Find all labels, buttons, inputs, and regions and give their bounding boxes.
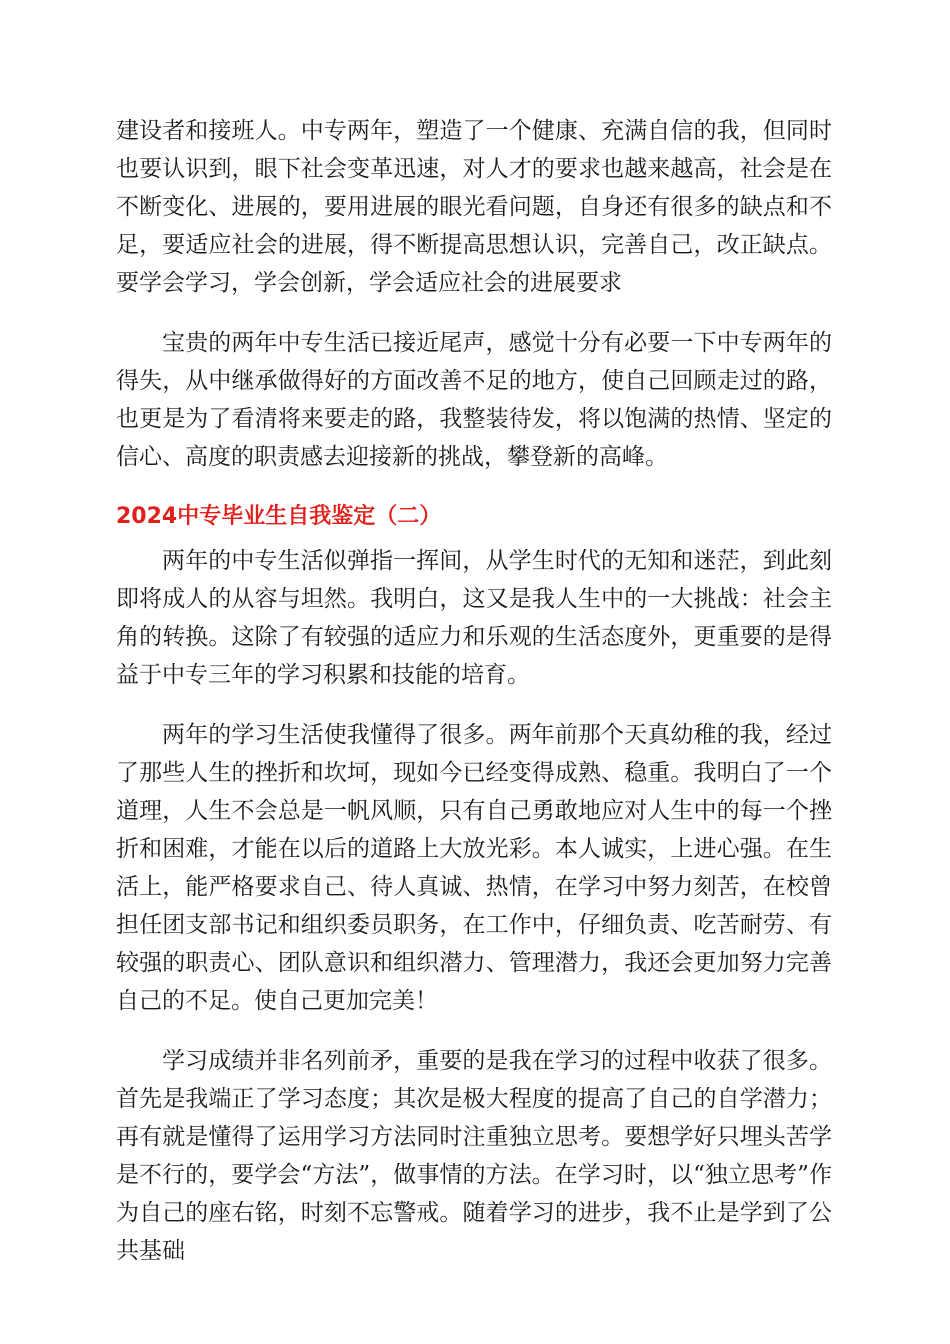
paragraph: 宝贵的两年中专生活已接近尾声，感觉十分有必要一下中专两年的得失，从中继承做得好的方面改善不足的地方，使自己回顾走过的路，也更是为了看清将来要走的路，我整装待发，将以饱满的热情、坚定的信心、高度的职责感去迎接新的挑战，攀登新的高峰。 [116,330,832,470]
paragraph: 两年的学习生活使我懂得了很多。两年前那个天真幼稚的我，经过了那些人生的挫折和坎坷，现如今已经变得成熟、稳重。我明白了一个道理，人生不会总是一帆风顺，只有自己勇敢地应对人生中的每一个挫折和困难，才能在以后的道路上大放光彩。本人诚实，上进心强。在生活上，能严格要求自己、待人真诚、热情，在学习中努力刻苦，在校曾担任团支部书记和组织委员职务，在工作中，仔细负责、吃苦耐劳、有较强的职责心、团队意识和组织潜力、管理潜力，我还会更加努力完善自己的不足。使自己更加完美！ [116,722,832,1014]
paragraph: 两年的中专生活似弹指一挥间，从学生时代的无知和迷茫，到此刻即将成人的从容与坦然。我明白，这又是我人生中的一大挑战：社会主角的转换。这除了有较强的适应力和乐观的生活态度外，更重要的是得益于中专三年的学习积累和技能的培育。 [116,548,832,688]
paragraph: 学习成绩并非名列前矛，重要的是我在学习的过程中收获了很多。首先是我端正了学习态度；其次是极大程度的提高了自己的自学潜力；再有就是懂得了运用学习方法同时注重独立思考。要想学好只埋头苦学是不行的，要学会“方法”，做事情的方法。在学习时，以“独立思考”作为自己的座右铭，时刻不忘警戒。随着学习的进步，我不止是学到了公共基础 [116,1048,832,1264]
section-heading: 2024中专毕业生自我鉴定（二） [116,504,442,529]
paragraph-continuation: 建设者和接班人。中专两年，塑造了一个健康、充满自信的我，但同时也要认识到，眼下社会变革迅速，对人才的要求也越来越高，社会是在不断变化、进展的，要用进展的眼光看问题，自身还有很多的缺点和不足，要适应社会的进展，得不断提高思想认识，完善自己，改正缺点。要学会学习，学会创新，学会适应社会的进展要求 [116,118,832,296]
document-body [116,112,832,1292]
